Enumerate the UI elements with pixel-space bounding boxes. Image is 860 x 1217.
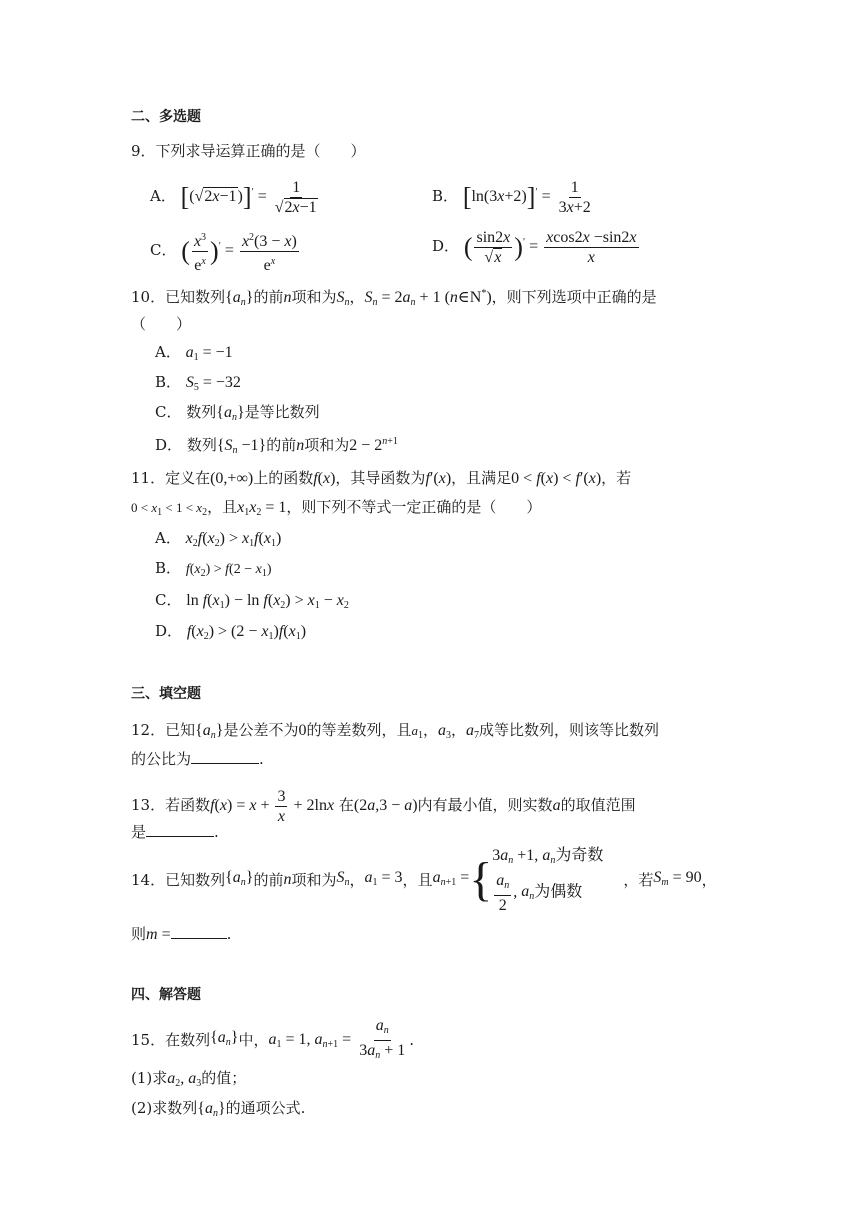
question-12-stem: 12．已知$\{a_n\}$是公差不为0的等差数列，且$a_1$，$a_3$，$a_7$成等比数列，则该等比数列 [131, 721, 660, 741]
q9-option-c-formula: ( $\frac{x^3}{e^x}$ )′ = $\frac{x^2(3 - x)}{e^x}$ [181, 242, 301, 259]
q9-option-b-formula: [ln(3x+2)]′ = $\frac{1}{3x+2}$ [462, 179, 591, 216]
option-label: C． [150, 241, 177, 260]
section-heading-fill-in: 三、填空题 [131, 686, 201, 702]
q11-option-b: B． $f(x_2) > f(2 - x_1)$ [155, 559, 272, 579]
q14-piecewise: $3a_n +1$, $a_n$为奇数 $\frac{a_n}{2}$ , $a_n$为偶数 [492, 846, 604, 914]
q11-option-d: D． $f(x_2) > (2 - x_1)f(x_1)$ [155, 622, 307, 642]
question-13-stem: 13．若函数f(x) = x + $\frac{3}{x}$ + 2lnx 在(2a,3 − a)内有最小值，则实数a的取值范围 [131, 788, 636, 825]
section-heading-multiple-choice: 二、多选题 [131, 109, 201, 125]
question-11-stem-cont: $0 < x_1 < 1 < x_2$，且$x_1x_2 = 1$，则下列不等式一定正确的是（ ） [131, 498, 542, 518]
section-heading-solutions: 四、解答题 [131, 987, 201, 1003]
q11-option-a: A． $x_2f(x_2) > x_1f(x_1)$ [155, 529, 282, 549]
q9-option-d [432, 228, 641, 267]
question-9-stem: 9．下列求导运算正确的是（ ） [131, 142, 366, 160]
q15-part-2: (2)求数列$\{a_n\}$的通项公式. [131, 1099, 306, 1119]
q11-option-c: C． $\ln f(x_1) - \ln f(x_2) > x_1 - x_2$ [155, 591, 349, 611]
answer-blank[interactable] [171, 924, 227, 939]
question-15-stem: 15．在数列 $\{a_n\}$ 中， $a_1 = 1$, $a_{n+1}$ = $\frac{a_n}{3a_n + 1}$ . [131, 1016, 414, 1061]
question-10-stem-cont: （ ） [131, 315, 192, 333]
q9-option-a-formula: [(√2x−1)]′ = $\frac{1}{√2x-1}$ [180, 179, 317, 216]
q10-option-a: A． $a_1 = -1$ [155, 343, 233, 363]
q10-option-b: B． $S_5 = -32$ [155, 373, 241, 393]
question-14-stem-cont: 则m = . [131, 925, 232, 943]
option-label: D． [432, 237, 460, 256]
question-11-stem: 11．定义在(0,+∞)上的函数f(x)，其导函数为f′(x)，且满足0 < f(x) < f′(x)，若 [131, 469, 632, 487]
q9-option-d-formula: ( $\frac{\sin 2x}{√x}$ )′ = $\frac{xcos2x -\sin 2x}{x}$ [463, 229, 637, 266]
question-13-stem-cont: 是 . [131, 823, 219, 841]
q10-option-d: D． 数列$\{S_n -1\}$的前n项和为$2 - 2^{n+1}$ [155, 436, 398, 456]
question-10-stem: 10．已知数列$\{a_n\}$的前n项和为$S_n$，$S_n = 2a_n + 1$ (n∈N*)，则下列选项中正确的是 [131, 288, 657, 308]
answer-blank[interactable] [146, 822, 214, 837]
q10-option-c: C． 数列$\{a_n\}$是等比数列 [155, 403, 320, 423]
answer-blank[interactable] [191, 749, 259, 764]
q9-option-a [150, 178, 322, 217]
option-label: B． [432, 187, 459, 206]
question-12-stem-cont: 的公比为 . [131, 750, 264, 768]
q15-part-1: (1)求$a_2$, $a_3$的值； [131, 1069, 247, 1089]
q9-option-b [432, 178, 595, 217]
question-14-stem: 14．已知数列 $\{a_n\}$ 的前 n 项和为 $S_n$ ， $a_1 = 3$ ，且 $a_{n+1}$ = { $3a_n +1$, $a_n$为奇数 $\frac{a_n}{2}$ , $a_n$为偶数 ，若 $S_m = 90$ ， [131, 846, 717, 914]
q9-option-c [150, 228, 301, 275]
option-label: A． [150, 187, 176, 206]
